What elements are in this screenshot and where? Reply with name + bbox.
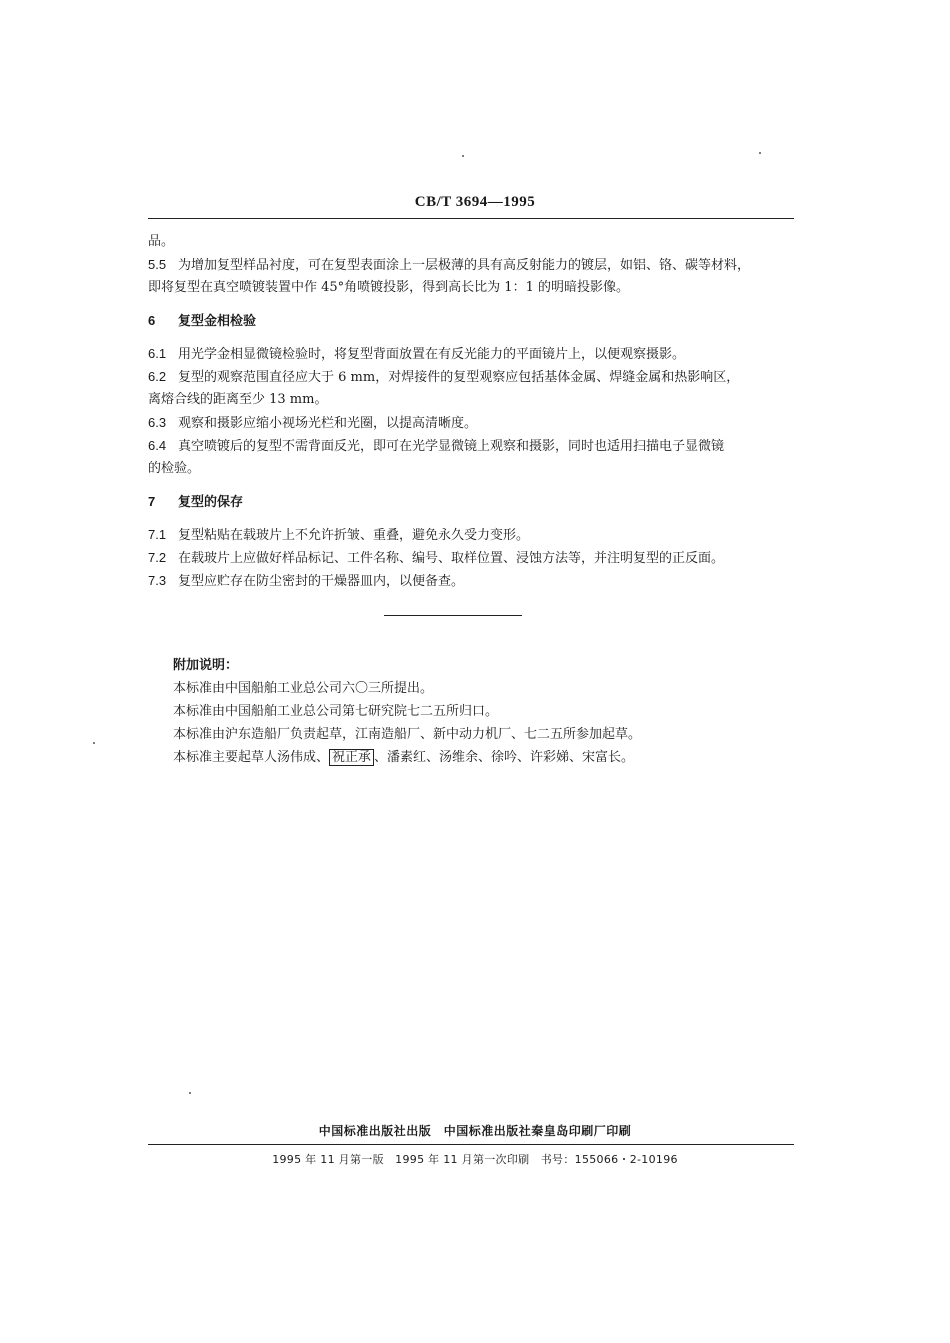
header-rule xyxy=(148,218,794,219)
clause-text: 真空喷镀后的复型不需背面反光，即可在光学显微镜上观察和摄影，同时也适用扫描电子显微镜 xyxy=(178,439,725,454)
clause-text: 离熔合线的距离至少 13 mm。 xyxy=(148,392,328,407)
additional-note-line: 本标准由沪东造船厂负责起草，江南造船厂、新中动力机厂、七二五所参加起草。 xyxy=(173,727,642,742)
end-of-text-rule xyxy=(384,615,522,616)
clause-text: 观察和摄影应缩小视场光栏和光圈，以提高清晰度。 xyxy=(178,416,478,431)
printing-info-line: 1995 年 11 月第一版 1995 年 11 月第一次印刷 书号：155066・2-10196 xyxy=(272,1153,678,1166)
publisher-line: 中国标准出版社出版 中国标准出版社秦皇岛印刷厂印刷 xyxy=(318,1124,632,1138)
clause-7-1 xyxy=(148,523,788,546)
clause-text: 复型粘贴在载玻片上不允许折皱、重叠，避免永久受力变形。 xyxy=(178,528,530,543)
section-title: 复型金相检验 xyxy=(178,314,257,329)
drafters-suffix: 、潘素红、汤维余、徐吟、许彩娣、宋富长。 xyxy=(374,750,635,765)
clause-text: 复型的观察范围直径应大于 6 mm，对焊接件的复型观察应包括基体金属、焊缝金属和热影响区， xyxy=(178,370,740,385)
section-number: 7 xyxy=(148,494,156,509)
clause-6-2 xyxy=(148,365,788,411)
additional-notes xyxy=(173,654,733,769)
clause-text: 复型应贮存在防尘密封的干燥器皿内，以便备查。 xyxy=(178,574,465,589)
footer-rule xyxy=(148,1144,794,1145)
clause-7-2 xyxy=(148,546,788,569)
clause-number: 5.5 xyxy=(148,257,167,272)
continuation-text: 品。 xyxy=(148,234,175,249)
boxed-name: 祝正承 xyxy=(329,749,374,766)
clause-7-3 xyxy=(148,569,788,592)
drafters-line xyxy=(173,746,733,769)
clause-number: 6.4 xyxy=(148,438,167,453)
scan-speck xyxy=(462,155,464,157)
clause-text: 用光学金相显微镜检验时，将复型背面放置在有反光能力的平面镜片上，以便观察摄影。 xyxy=(178,347,686,362)
drafters-prefix: 本标准主要起草人汤伟成、 xyxy=(173,750,330,765)
clause-number: 7.3 xyxy=(148,573,167,588)
clause-number: 7.2 xyxy=(148,550,167,565)
clause-6-1 xyxy=(148,342,788,365)
clause-text: 的检验。 xyxy=(148,461,201,476)
section-6-heading xyxy=(148,309,788,332)
additional-notes-title: 附加说明： xyxy=(173,658,239,673)
clause-6-3 xyxy=(148,411,788,434)
clause-text: 在载玻片上应做好样品标记、工件名称、编号、取样位置、浸蚀方法等，并注明复型的正反面。 xyxy=(178,551,725,566)
clause-number: 7.1 xyxy=(148,527,167,542)
standard-code-header: CB/T 3694—1995 xyxy=(414,194,536,210)
scan-speck xyxy=(93,742,95,744)
clause-5-5 xyxy=(148,253,788,299)
clause-6-4 xyxy=(148,434,788,480)
scan-speck xyxy=(189,1092,191,1094)
section-7-heading xyxy=(148,490,788,513)
clause-text: 即将复型在真空喷镀装置中作 45°角喷镀投影，得到高长比为 1：1 的明暗投影像。 xyxy=(148,280,629,295)
body-content xyxy=(148,230,788,592)
clause-number: 6.3 xyxy=(148,415,167,430)
clause-number: 6.1 xyxy=(148,346,167,361)
scan-speck xyxy=(759,152,761,154)
clause-number: 6.2 xyxy=(148,369,167,384)
additional-note-line: 本标准由中国船舶工业总公司六〇三所提出。 xyxy=(173,681,434,696)
clause-text: 为增加复型样品衬度，可在复型表面涂上一层极薄的具有高反射能力的镀层，如铝、铬、碳等材料， xyxy=(178,258,751,273)
section-number: 6 xyxy=(148,313,156,328)
section-title: 复型的保存 xyxy=(178,495,244,510)
additional-note-line: 本标准由中国船舶工业总公司第七研究院七二五所归口。 xyxy=(173,704,499,719)
